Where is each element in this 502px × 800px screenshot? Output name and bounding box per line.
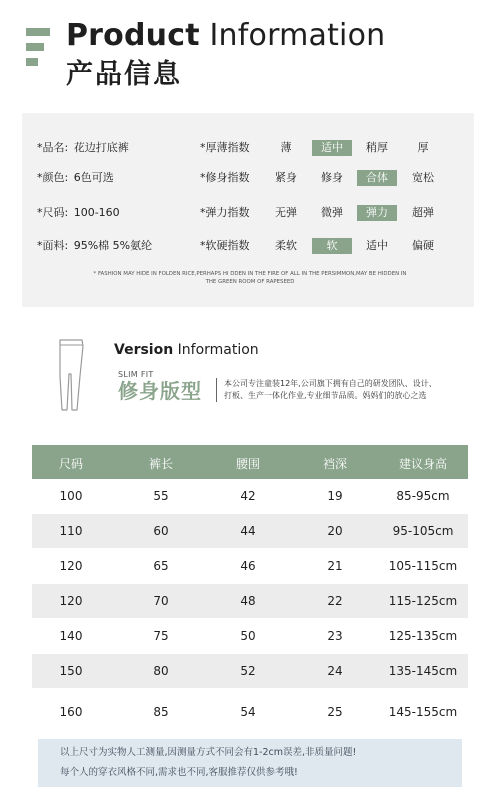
fashion-note bbox=[40, 270, 460, 286]
index-label-softness: *软硬指数 bbox=[200, 239, 250, 252]
leggings-icon bbox=[52, 338, 94, 414]
table-cell: 60 bbox=[153, 524, 169, 538]
divider bbox=[216, 378, 217, 402]
softness-option: 适中 bbox=[366, 239, 388, 252]
size-table-header bbox=[32, 445, 468, 479]
table-header-cell: 腰围 bbox=[235, 457, 260, 471]
table-cell: 160 bbox=[59, 705, 83, 719]
table-cell: 19 bbox=[327, 489, 343, 503]
table-cell: 24 bbox=[327, 664, 343, 678]
attr-value: 花边打底裤 bbox=[73, 141, 129, 154]
slim-fit-label: SLIM FIT bbox=[118, 370, 154, 379]
table-cell: 120 bbox=[59, 559, 83, 573]
table-cell: 55 bbox=[153, 489, 169, 503]
table-cell: 120 bbox=[59, 594, 83, 608]
fashion-note-line: THE GREEN ROOM OF RAPESEED bbox=[205, 279, 295, 285]
table-row bbox=[32, 654, 468, 688]
index-label-elasticity: *弹力指数 bbox=[200, 206, 250, 219]
measurement-note-line: 每个人的穿衣风格不同,需求也不同,客服推荐仅供参考哦! bbox=[60, 767, 298, 778]
table-cell: 42 bbox=[240, 489, 256, 503]
attr-label: *品名: bbox=[37, 141, 69, 154]
elasticity-option-selected: 弹力 bbox=[357, 205, 397, 221]
table-cell: 21 bbox=[327, 559, 343, 573]
attr-label: *尺码: bbox=[37, 206, 69, 219]
table-cell: 80 bbox=[153, 664, 169, 678]
attr-fabric bbox=[37, 238, 152, 254]
attr-value: 100-160 bbox=[73, 206, 120, 219]
table-row bbox=[32, 689, 468, 723]
table-cell: 44 bbox=[240, 524, 256, 538]
table-header-cell: 建议身高 bbox=[398, 457, 447, 471]
logo-bar-bottom bbox=[26, 58, 38, 66]
table-row bbox=[32, 584, 468, 618]
table-cell: 145-155cm bbox=[388, 705, 458, 719]
table-cell: 150 bbox=[59, 664, 83, 678]
description-line: 本公司专注童装12年,公司旗下拥有自己的研发团队、设计、 bbox=[224, 379, 437, 388]
index-label-fit: *修身指数 bbox=[200, 171, 250, 184]
table-cell: 20 bbox=[327, 524, 343, 538]
thickness-option: 厚 bbox=[417, 141, 429, 154]
table-cell: 115-125cm bbox=[388, 594, 458, 608]
table-header-cell: 尺码 bbox=[58, 457, 83, 471]
measurement-note-line: 以上尺寸为实物人工测量,因测量方式不同会有1-2cm误差,非质量问题! bbox=[60, 747, 357, 758]
table-cell: 105-115cm bbox=[388, 559, 458, 573]
table-cell: 50 bbox=[240, 629, 256, 643]
table-cell: 85-95cm bbox=[396, 489, 450, 503]
fit-option: 宽松 bbox=[412, 171, 434, 184]
thickness-option: 稍厚 bbox=[366, 141, 388, 154]
fit-option: 修身 bbox=[321, 171, 343, 184]
table-cell: 23 bbox=[327, 629, 343, 643]
table-cell: 95-105cm bbox=[392, 524, 454, 538]
table-header-cell: 裤长 bbox=[148, 457, 173, 471]
table-cell: 52 bbox=[240, 664, 256, 678]
attr-value: 95%棉 5%氨纶 bbox=[73, 239, 153, 252]
version-title-thin: Information bbox=[173, 342, 259, 358]
table-cell: 140 bbox=[59, 629, 83, 643]
elasticity-option: 超弹 bbox=[412, 206, 434, 219]
table-header-cell: 裆深 bbox=[322, 457, 347, 471]
table-cell: 85 bbox=[153, 705, 169, 719]
thickness-option-selected: 适中 bbox=[312, 140, 352, 156]
table-cell: 135-145cm bbox=[388, 664, 458, 678]
softness-option: 柔软 bbox=[275, 239, 297, 252]
table-cell: 125-135cm bbox=[388, 629, 458, 643]
title-en-bold: Product bbox=[66, 18, 200, 53]
title-en-thin: Information bbox=[199, 18, 386, 53]
measurement-note-box bbox=[38, 739, 462, 787]
attr-color bbox=[37, 170, 114, 186]
attr-size bbox=[37, 205, 120, 221]
table-cell: 75 bbox=[153, 629, 169, 643]
table-cell: 100 bbox=[59, 489, 83, 503]
softness-option-selected: 软 bbox=[312, 238, 352, 254]
softness-option: 偏硬 bbox=[412, 239, 434, 252]
table-row bbox=[32, 514, 468, 548]
attr-value: 6色可选 bbox=[73, 171, 114, 184]
version-title bbox=[114, 341, 259, 359]
elasticity-option: 无弹 bbox=[275, 206, 297, 219]
fit-option: 紧身 bbox=[275, 171, 297, 184]
table-row bbox=[32, 479, 468, 513]
elasticity-option: 微弹 bbox=[321, 206, 343, 219]
page-title-cn: 产品信息 bbox=[66, 59, 182, 90]
description-line: 打板、生产一体化作业,专业细节品质。妈妈们的放心之选 bbox=[224, 391, 427, 400]
table-cell: 48 bbox=[240, 594, 256, 608]
table-cell: 46 bbox=[240, 559, 256, 573]
fit-option-selected: 合体 bbox=[357, 170, 397, 186]
logo-bar-top bbox=[26, 28, 50, 36]
company-description bbox=[224, 378, 464, 402]
index-label-thickness: *厚薄指数 bbox=[200, 141, 250, 154]
table-cell: 54 bbox=[240, 705, 256, 719]
table-row bbox=[32, 619, 468, 653]
table-cell: 22 bbox=[327, 594, 343, 608]
fit-type-cn: 修身版型 bbox=[118, 379, 202, 403]
attr-label: *颜色: bbox=[37, 171, 69, 184]
table-cell: 110 bbox=[59, 524, 83, 538]
table-cell: 70 bbox=[153, 594, 169, 608]
attr-name bbox=[37, 140, 129, 156]
table-row bbox=[32, 549, 468, 583]
thickness-option: 薄 bbox=[280, 141, 292, 154]
logo-bar-middle bbox=[26, 43, 44, 51]
table-cell: 25 bbox=[327, 705, 343, 719]
fashion-note-line: * FASHION MAY HIDE IN FOLDEN RICE,PERHAPS HI DDEN IN THE FIRE OF ALL IN THE PERSIMMON,MAY BE HIDDEN IN bbox=[93, 271, 407, 277]
table-cell: 65 bbox=[153, 559, 169, 573]
attr-label: *面料: bbox=[37, 239, 69, 252]
version-title-bold: Version bbox=[114, 342, 174, 358]
page-title-en bbox=[66, 18, 385, 54]
